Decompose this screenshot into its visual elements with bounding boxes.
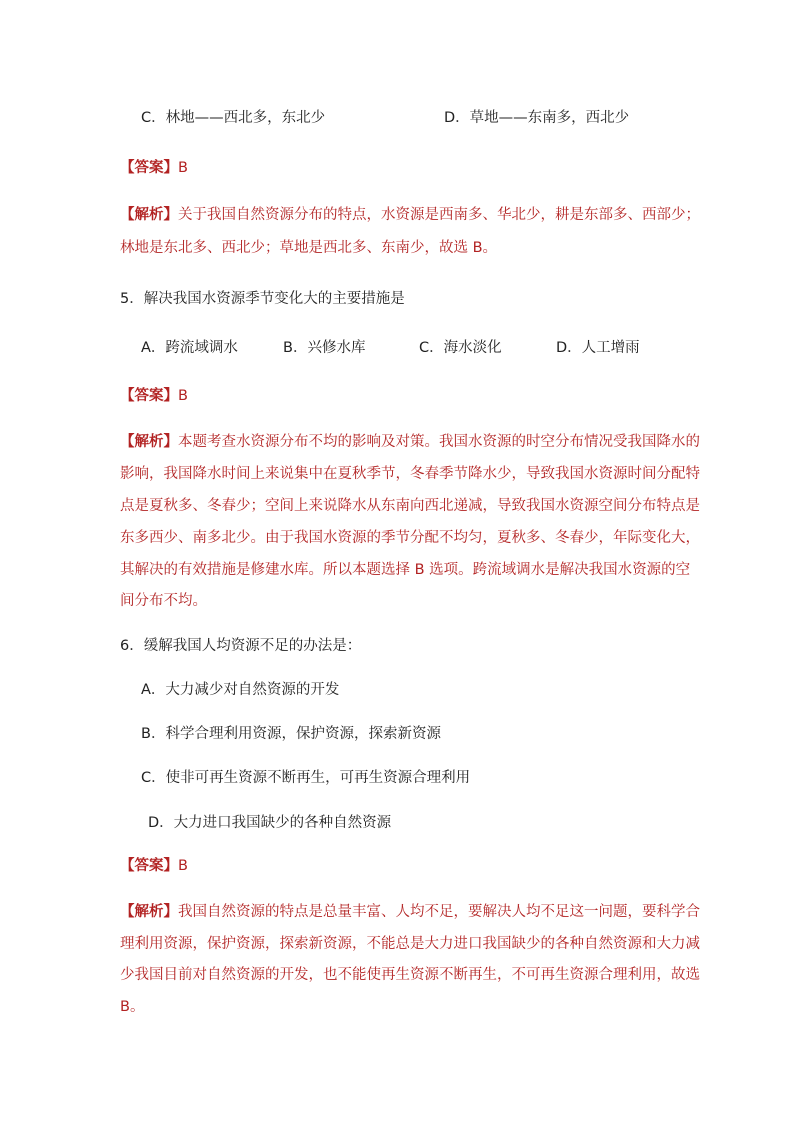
answer-tag: 【答案】: [120, 858, 178, 874]
q6-analysis-line-2: 理利用资源，保护资源，探索新资源，不能总是大力进口我国缺少的各种自然资源和大力减: [120, 936, 700, 952]
answer-tag: 【答案】: [120, 160, 178, 176]
answer-value: B: [178, 160, 188, 176]
q6-option-c: C．使非可再生资源不断再生，可再生资源合理利用: [141, 770, 471, 786]
q5-analysis-line-6: 间分布不均。: [120, 593, 207, 609]
analysis-tag: 【解析】: [120, 434, 178, 450]
q6-option-b: B．科学合理利用资源，保护资源，探索新资源: [141, 726, 441, 742]
q5-analysis-line-4: 东多西少、南多北少。由于我国水资源的季节分配不均匀，夏秋多、冬春少，年际变化大，: [120, 530, 700, 546]
analysis-tag: 【解析】: [120, 904, 178, 920]
q5-analysis-line-1: 【解析】本题考查水资源分布不均的影响及对策。我国水资源的时空分布情况受我国降水的: [120, 434, 700, 450]
q6-option-d: D．大力进口我国缺少的各种自然资源: [148, 815, 392, 831]
q6-option-a: A．大力减少对自然资源的开发: [141, 682, 340, 698]
q6-analysis-line-4: B。: [120, 999, 145, 1015]
q5-option-c: C．海水淡化: [419, 340, 502, 356]
q5-option-a: A．跨流域调水: [141, 340, 238, 356]
q4-option-c: C．林地——西北多，东北少: [141, 110, 326, 126]
q5-analysis-line-3: 点是夏秋多、冬春少；空间上来说降水从东南向西北递减，导致我国水资源空间分布特点是: [120, 498, 700, 514]
q5-analysis-line-5: 其解决的有效措施是修建水库。所以本题选择 B 选项。跨流域调水是解决我国水资源的空: [120, 562, 691, 578]
q6-analysis-line-3: 少我国目前对自然资源的开发，也不能使再生资源不断再生，不可再生资源合理利用，故选: [120, 967, 700, 983]
q5-answer: [120, 386, 188, 406]
q5-option-d: D．人工增雨: [556, 340, 640, 356]
q4-analysis-line-1: 【解析】关于我国自然资源分布的特点，水资源是西南多、华北少，耕是东部多、西部少；: [120, 207, 700, 223]
analysis-tag: 【解析】: [120, 207, 178, 223]
q4-analysis-line-2: 林地是东北多、西北少；草地是西北多、东南少，故选 B。: [120, 240, 498, 256]
q5-option-b: B．兴修水库: [283, 340, 366, 356]
answer-tag: 【答案】: [120, 388, 178, 404]
q5-analysis-line-2: 影响，我国降水时间上来说集中在夏秋季节，冬春季节降水少，导致我国水资源时间分配特: [120, 466, 700, 482]
q6-question: 6．缓解我国人均资源不足的办法是：: [120, 638, 362, 654]
q4-answer: [120, 158, 188, 178]
answer-value: B: [178, 858, 188, 874]
q6-analysis-line-1: 【解析】我国自然资源的特点是总量丰富、人均不足，要解决人均不足这一问题，要科学合: [120, 904, 700, 920]
answer-value: B: [178, 388, 188, 404]
q4-option-d: D．草地——东南多，西北少: [444, 110, 630, 126]
q5-question: 5．解决我国水资源季节变化大的主要措施是: [120, 291, 405, 307]
q6-answer: [120, 856, 188, 876]
